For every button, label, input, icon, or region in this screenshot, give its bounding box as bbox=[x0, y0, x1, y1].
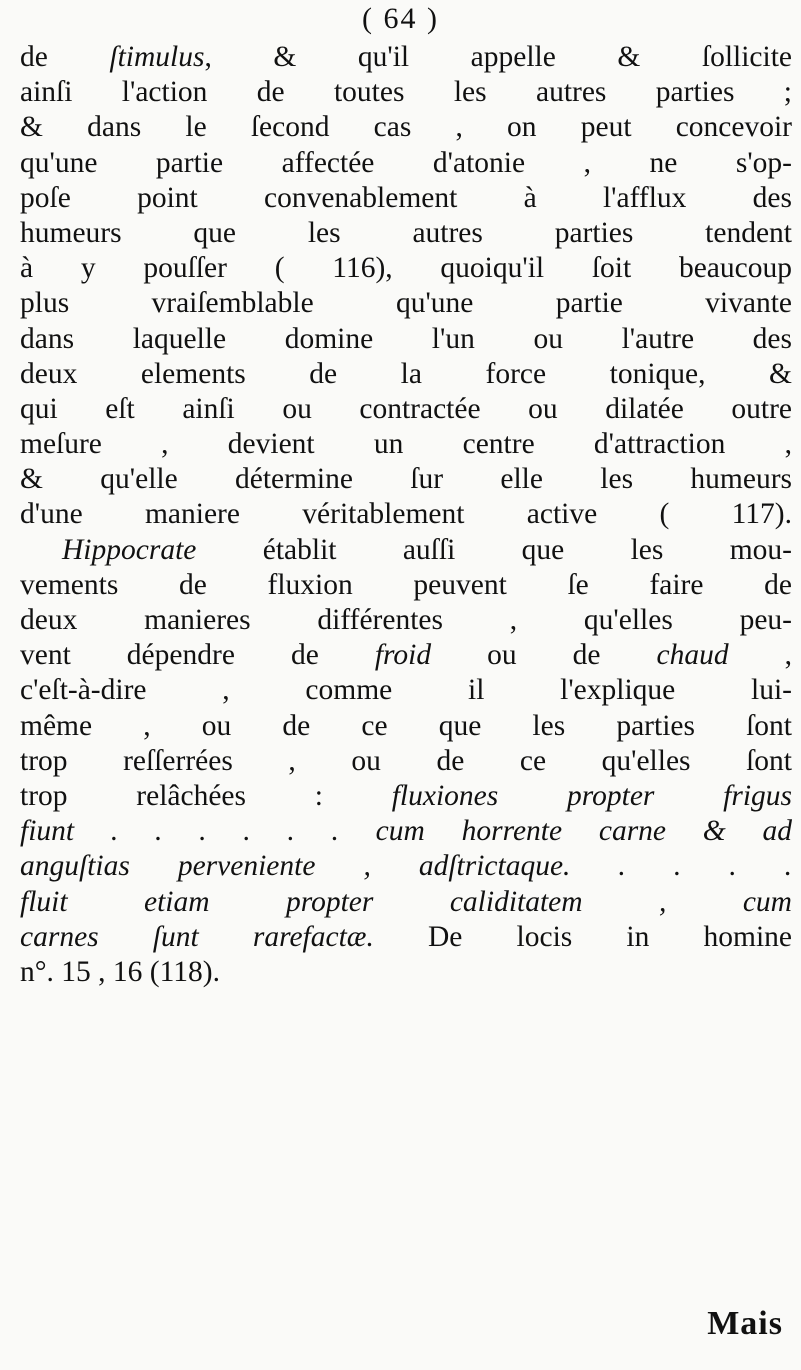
text-line bbox=[20, 497, 792, 532]
text-segment: dans laquelle domine l'un ou l'autre des bbox=[20, 322, 792, 355]
text-segment: c'eſt-à-dire , comme il l'explique lui- bbox=[20, 674, 792, 707]
page-number: ( 64 ) bbox=[362, 2, 439, 35]
text-segment: deux manieres différentes , qu'elles peu- bbox=[20, 604, 792, 636]
text-segment: qui eſt ainſi ou contractée ou dilatée outre bbox=[20, 392, 792, 425]
text-line bbox=[20, 638, 792, 673]
text-segment: établit auſſi que les mou- bbox=[196, 533, 792, 566]
text-line bbox=[20, 216, 792, 251]
text-line bbox=[20, 709, 792, 744]
italic-text: carnes ſunt rarefactæ. bbox=[20, 920, 374, 953]
text-segment: ou de bbox=[431, 639, 657, 672]
text-line bbox=[20, 849, 792, 884]
text-line bbox=[20, 779, 792, 814]
text-segment: plus vraiſemblable qu'une partie vivante bbox=[20, 287, 792, 320]
text-segment: à y pouſſer ( 116), quoiqu'il ſoit beaucoup bbox=[20, 252, 792, 285]
text-line bbox=[20, 322, 792, 357]
text-segment: même , ou de ce que les parties ſont bbox=[20, 709, 792, 742]
catchword: Mais bbox=[707, 1305, 783, 1342]
text-segment: humeurs que les autres parties tendent bbox=[20, 216, 792, 249]
italic-text: chaud bbox=[656, 639, 729, 672]
italic-text: froid bbox=[374, 639, 432, 672]
text-segment: & qu'elle détermine ſur elle les humeurs bbox=[20, 463, 792, 496]
text-segment: meſure , devient un centre d'attraction , bbox=[20, 428, 792, 461]
text-line bbox=[20, 427, 792, 462]
text-line bbox=[20, 251, 792, 286]
text-line bbox=[20, 392, 792, 427]
text-line bbox=[20, 181, 792, 216]
text-segment: De locis in homine bbox=[373, 920, 792, 953]
text-line bbox=[20, 533, 792, 568]
text-segment: poſe point convenablement à l'afflux des bbox=[20, 181, 792, 214]
text-segment: deux elements de la force tonique, & bbox=[20, 357, 792, 390]
italic-text: fluxiones propter frigus bbox=[391, 779, 793, 812]
text-line bbox=[20, 814, 792, 849]
text-line bbox=[20, 744, 792, 779]
text-segment: qu'une partie affectée d'atonie , ne s'op- bbox=[20, 146, 792, 179]
text-line bbox=[20, 955, 792, 990]
italic-text: ſtimulus bbox=[109, 41, 205, 73]
text-line bbox=[20, 110, 792, 145]
text-line bbox=[20, 357, 792, 392]
text-line bbox=[20, 603, 792, 638]
text-line bbox=[20, 920, 792, 955]
text-segment: , & qu'il appelle & ſollicite bbox=[204, 41, 793, 73]
italic-text: Hippocrate bbox=[62, 533, 197, 566]
italic-text: fiunt . . . . . . cum horrente carne & ad bbox=[20, 815, 792, 848]
text-line bbox=[20, 286, 792, 321]
text-segment: n°. 15 , 16 (118). bbox=[20, 955, 220, 988]
text-line bbox=[20, 568, 792, 603]
text-line bbox=[20, 462, 792, 497]
body-text bbox=[20, 40, 792, 990]
text-segment: , bbox=[728, 639, 793, 672]
text-line bbox=[20, 40, 792, 75]
italic-text: anguſtias perveniente , adſtrictaque. . . . . bbox=[20, 850, 792, 883]
italic-text: fluit etiam propter caliditatem , cum bbox=[20, 885, 792, 918]
text-segment: trop relâchées : bbox=[20, 779, 392, 812]
text-line bbox=[20, 146, 792, 181]
text-segment: d'une maniere véritablement active ( 117). bbox=[20, 498, 792, 531]
text-segment: vent dépendre de bbox=[20, 639, 375, 672]
text-segment: ainſi l'action de toutes les autres parties ; bbox=[20, 76, 792, 109]
text-line bbox=[20, 673, 792, 708]
text-line bbox=[20, 885, 792, 920]
text-line bbox=[20, 75, 792, 110]
text-segment: & dans le ſecond cas , on peut concevoir bbox=[20, 111, 792, 144]
text-segment: trop reſſerrées , ou de ce qu'elles ſont bbox=[20, 744, 792, 777]
text-segment: de bbox=[20, 41, 110, 73]
text-segment: vements de fluxion peuvent ſe faire de bbox=[20, 568, 792, 601]
